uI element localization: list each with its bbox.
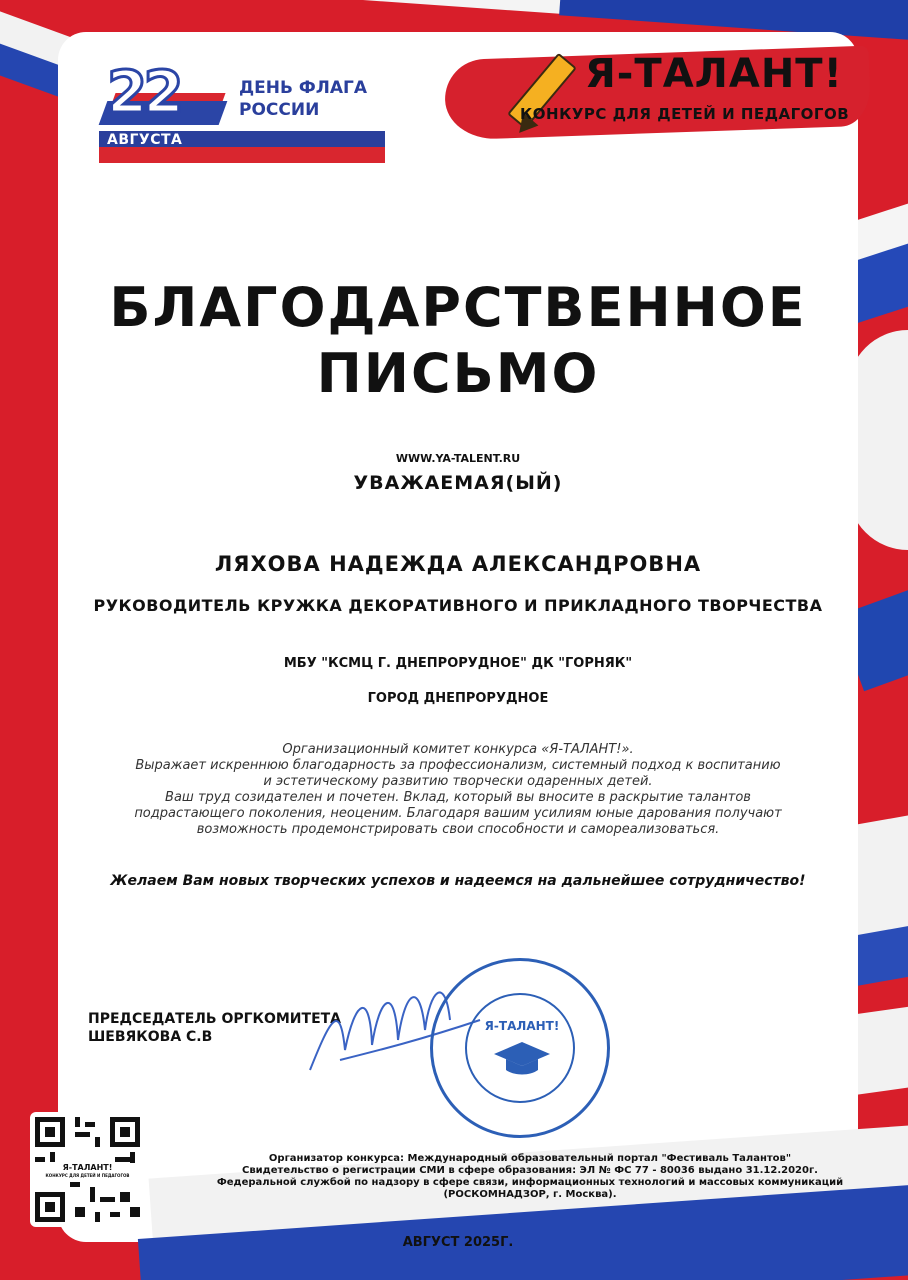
footer-line: (РОСКОМНАДЗОР, г. Москва).	[443, 1189, 617, 1200]
qr-logo-title: Я-ТАЛАНТ!	[62, 1163, 113, 1172]
flag-day-number: 22	[107, 58, 180, 126]
qr-logo-subtitle: КОНКУРС ДЛЯ ДЕТЕЙ И ПЕДАГОГОВ	[45, 1173, 130, 1178]
signatory-role: ПРЕДСЕДАТЕЛЬ ОРГКОМИТЕТА	[88, 1011, 342, 1027]
flag-day-month: АВГУСТА	[107, 132, 183, 148]
body-line: Организационный комитет конкурса «Я-ТАЛАНТ!».	[282, 742, 634, 757]
graduation-cap-icon	[492, 1040, 552, 1080]
seal-text: Я-ТАЛАНТ!	[484, 1019, 560, 1033]
flag-day-title	[239, 77, 367, 121]
certificate-title-line1: БЛАГОДАРСТВЕННОЕ	[109, 276, 807, 339]
wish-text: Желаем Вам новых творческих успехов и надеемся на дальнейшее сотрудничество!	[110, 873, 806, 889]
qr-code[interactable]	[30, 1112, 145, 1227]
badge-title: Я-ТАЛАНТ!	[585, 51, 843, 97]
body-line: и эстетическому развитию творчески одаренных детей.	[263, 774, 653, 789]
body-line: подрастающего поколения, неоценим. Благодаря вашим усилиям юные дарования получают	[134, 806, 782, 821]
qr-center-logo	[40, 1163, 135, 1179]
footer-line: Федеральной службой по надзору в сфере связи, информационных технологий и массовых коммуникаций	[216, 1177, 844, 1188]
website-link[interactable]: WWW.YA-TALENT.RU	[395, 452, 521, 465]
footer-line: Организатор конкурса: Международный образовательный портал "Фестиваль Талантов"	[268, 1153, 792, 1164]
seal-inner-ring	[465, 993, 575, 1103]
recipient-name: ЛЯХОВА НАДЕЖДА АЛЕКСАНДРОВНА	[214, 552, 702, 576]
contest-badge	[445, 45, 870, 135]
flag-day-title-line2: РОССИИ	[239, 100, 320, 120]
letter-body	[80, 742, 836, 838]
flag-day-logo	[99, 58, 389, 173]
greeting: УВАЖАЕМАЯ(ЫЙ)	[353, 472, 563, 494]
flag-day-title-line1: ДЕНЬ ФЛАГА	[239, 78, 367, 98]
issue-date: АВГУСТ 2025Г.	[402, 1235, 514, 1250]
recipient-position: РУКОВОДИТЕЛЬ КРУЖКА ДЕКОРАТИВНОГО И ПРИКЛАДНОГО ТВОРЧЕСТВА	[93, 596, 823, 615]
footer-legal	[200, 1153, 860, 1201]
footer-line: Свидетельство о регистрации СМИ в сфере образования: ЭЛ № ФС 77 - 80036 выдано 31.12.2020г.	[242, 1165, 818, 1176]
logo-bar-red	[99, 147, 385, 163]
body-line: Ваш труд созидателен и почетен. Вклад, который вы вносите в раскрытие талантов	[165, 790, 751, 805]
body-line: Выражает искреннюю благодарность за профессионализм, системный подход к воспитанию	[135, 758, 781, 773]
body-line: возможность продемонстрировать свои способности и самореализоваться.	[196, 822, 720, 837]
certificate-title-line2: ПИСЬМО	[316, 342, 600, 405]
official-seal	[430, 958, 610, 1138]
certificate-title	[58, 275, 858, 407]
recipient-organization: МБУ "КСМЦ Г. ДНЕПРОРУДНОЕ" ДК "ГОРНЯК"	[283, 656, 633, 671]
signatory-name: ШЕВЯКОВА С.В	[88, 1029, 213, 1045]
badge-subtitle: КОНКУРС ДЛЯ ДЕТЕЙ И ПЕДАГОГОВ	[520, 105, 850, 123]
recipient-city: ГОРОД ДНЕПРОРУДНОЕ	[367, 691, 549, 706]
